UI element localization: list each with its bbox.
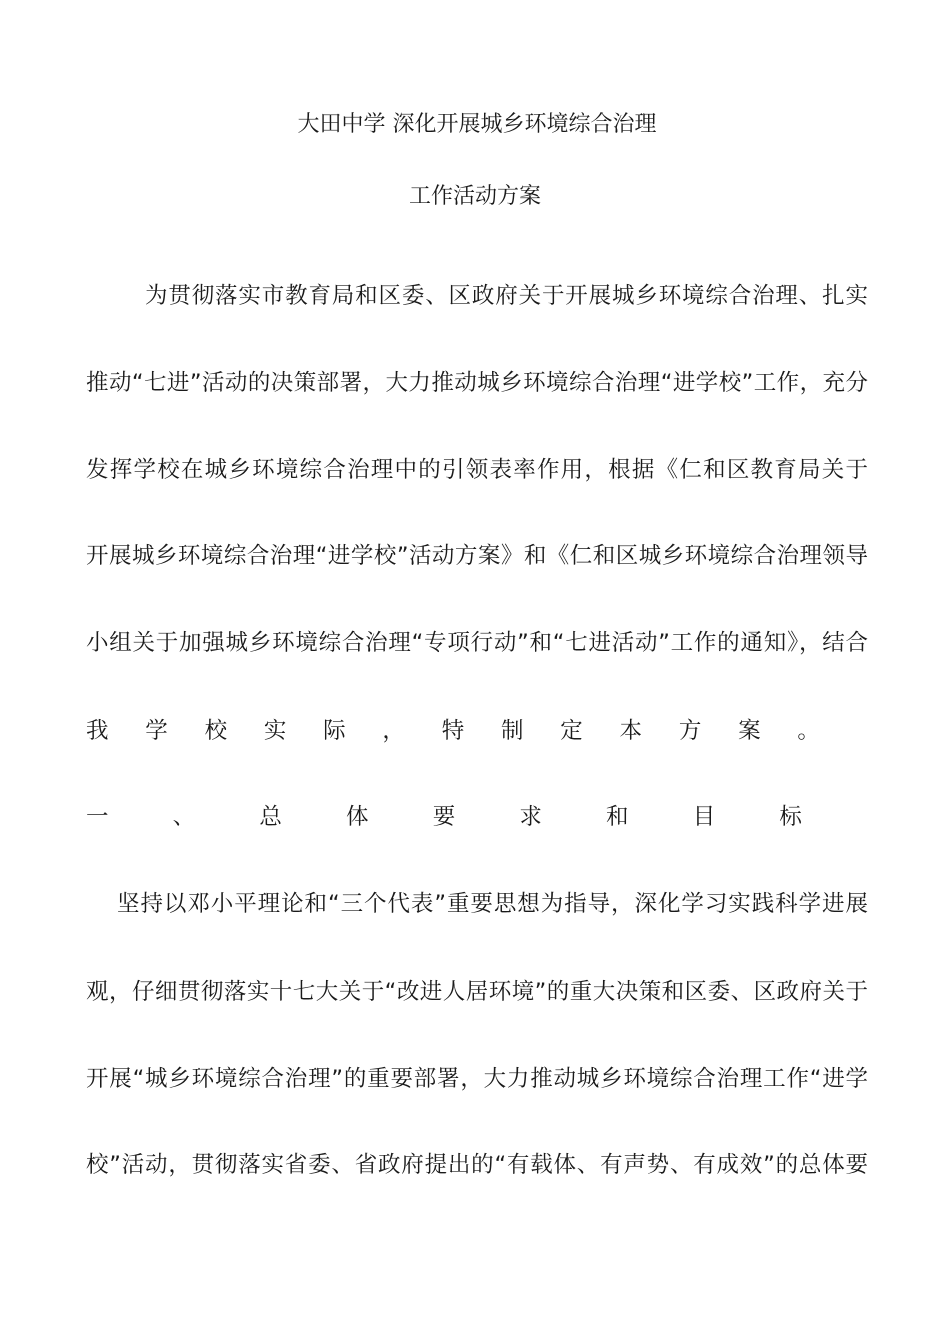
char: 案 bbox=[738, 718, 761, 744]
char: 定 bbox=[560, 718, 583, 744]
document-title-line1: 大田中学 深化开展城乡环境综合治理 bbox=[297, 112, 657, 137]
char: 要 bbox=[432, 804, 456, 830]
char: 本 bbox=[619, 718, 643, 744]
paragraph-2-line-4: 校”活动，贯彻落实省委、省政府提出的“有载体、有声势、有成效”的总体要 bbox=[86, 1152, 868, 1178]
char: 校 bbox=[204, 718, 228, 744]
char: 总 bbox=[259, 804, 282, 830]
paragraph-1-last-line bbox=[86, 716, 820, 746]
char: 际 bbox=[323, 718, 346, 744]
section-heading-1 bbox=[86, 802, 802, 832]
char: 方 bbox=[678, 718, 702, 744]
char: 实 bbox=[263, 718, 287, 744]
paragraph-2-line-2: 观，仔细贯彻落实十七大关于“改进人居环境”的重大决策和区委、区政府关于 bbox=[86, 979, 868, 1005]
char: 体 bbox=[346, 804, 369, 830]
char: 标 bbox=[779, 804, 802, 830]
paragraph-1-line-3: 发挥学校在城乡环境综合治理中的引领表率作用，根据《仁和区教育局关于 bbox=[86, 457, 868, 483]
char: 。 bbox=[797, 718, 820, 744]
char: 我 bbox=[86, 718, 109, 744]
paragraph-2-line-3: 开展“城乡环境综合治理”的重要部署，大力推动城乡环境综合治理工作“进学 bbox=[86, 1066, 868, 1092]
char: 、 bbox=[172, 804, 196, 830]
char: 制 bbox=[500, 718, 524, 744]
char: 一 bbox=[86, 804, 109, 830]
paragraph-2-line-1: 坚持以邓小平理论和“三个代表”重要思想为指导，深化学习实践科学进展 bbox=[117, 891, 868, 917]
char: ， bbox=[382, 718, 405, 744]
char: 求 bbox=[519, 804, 542, 830]
paragraph-1-line-4: 开展城乡环境综合治理“进学校”活动方案》和《仁和区城乡环境综合治理领导 bbox=[86, 543, 868, 569]
paragraph-1-line-2: 推动“七进”活动的决策部署，大力推动城乡环境综合治理“进学校”工作，充分 bbox=[86, 370, 868, 396]
char: 学 bbox=[145, 718, 168, 744]
char: 特 bbox=[441, 718, 465, 744]
char: 和 bbox=[606, 804, 629, 830]
document-title-line2: 工作活动方案 bbox=[408, 184, 541, 209]
char: 目 bbox=[692, 804, 716, 830]
paragraph-1-line-5: 小组关于加强城乡环境综合治理“专项行动”和“七进活动”工作的通知》，结合 bbox=[86, 630, 868, 656]
paragraph-1-line-1: 为贯彻落实市教育局和区委、区政府关于开展城乡环境综合治理、扎实 bbox=[145, 283, 868, 309]
